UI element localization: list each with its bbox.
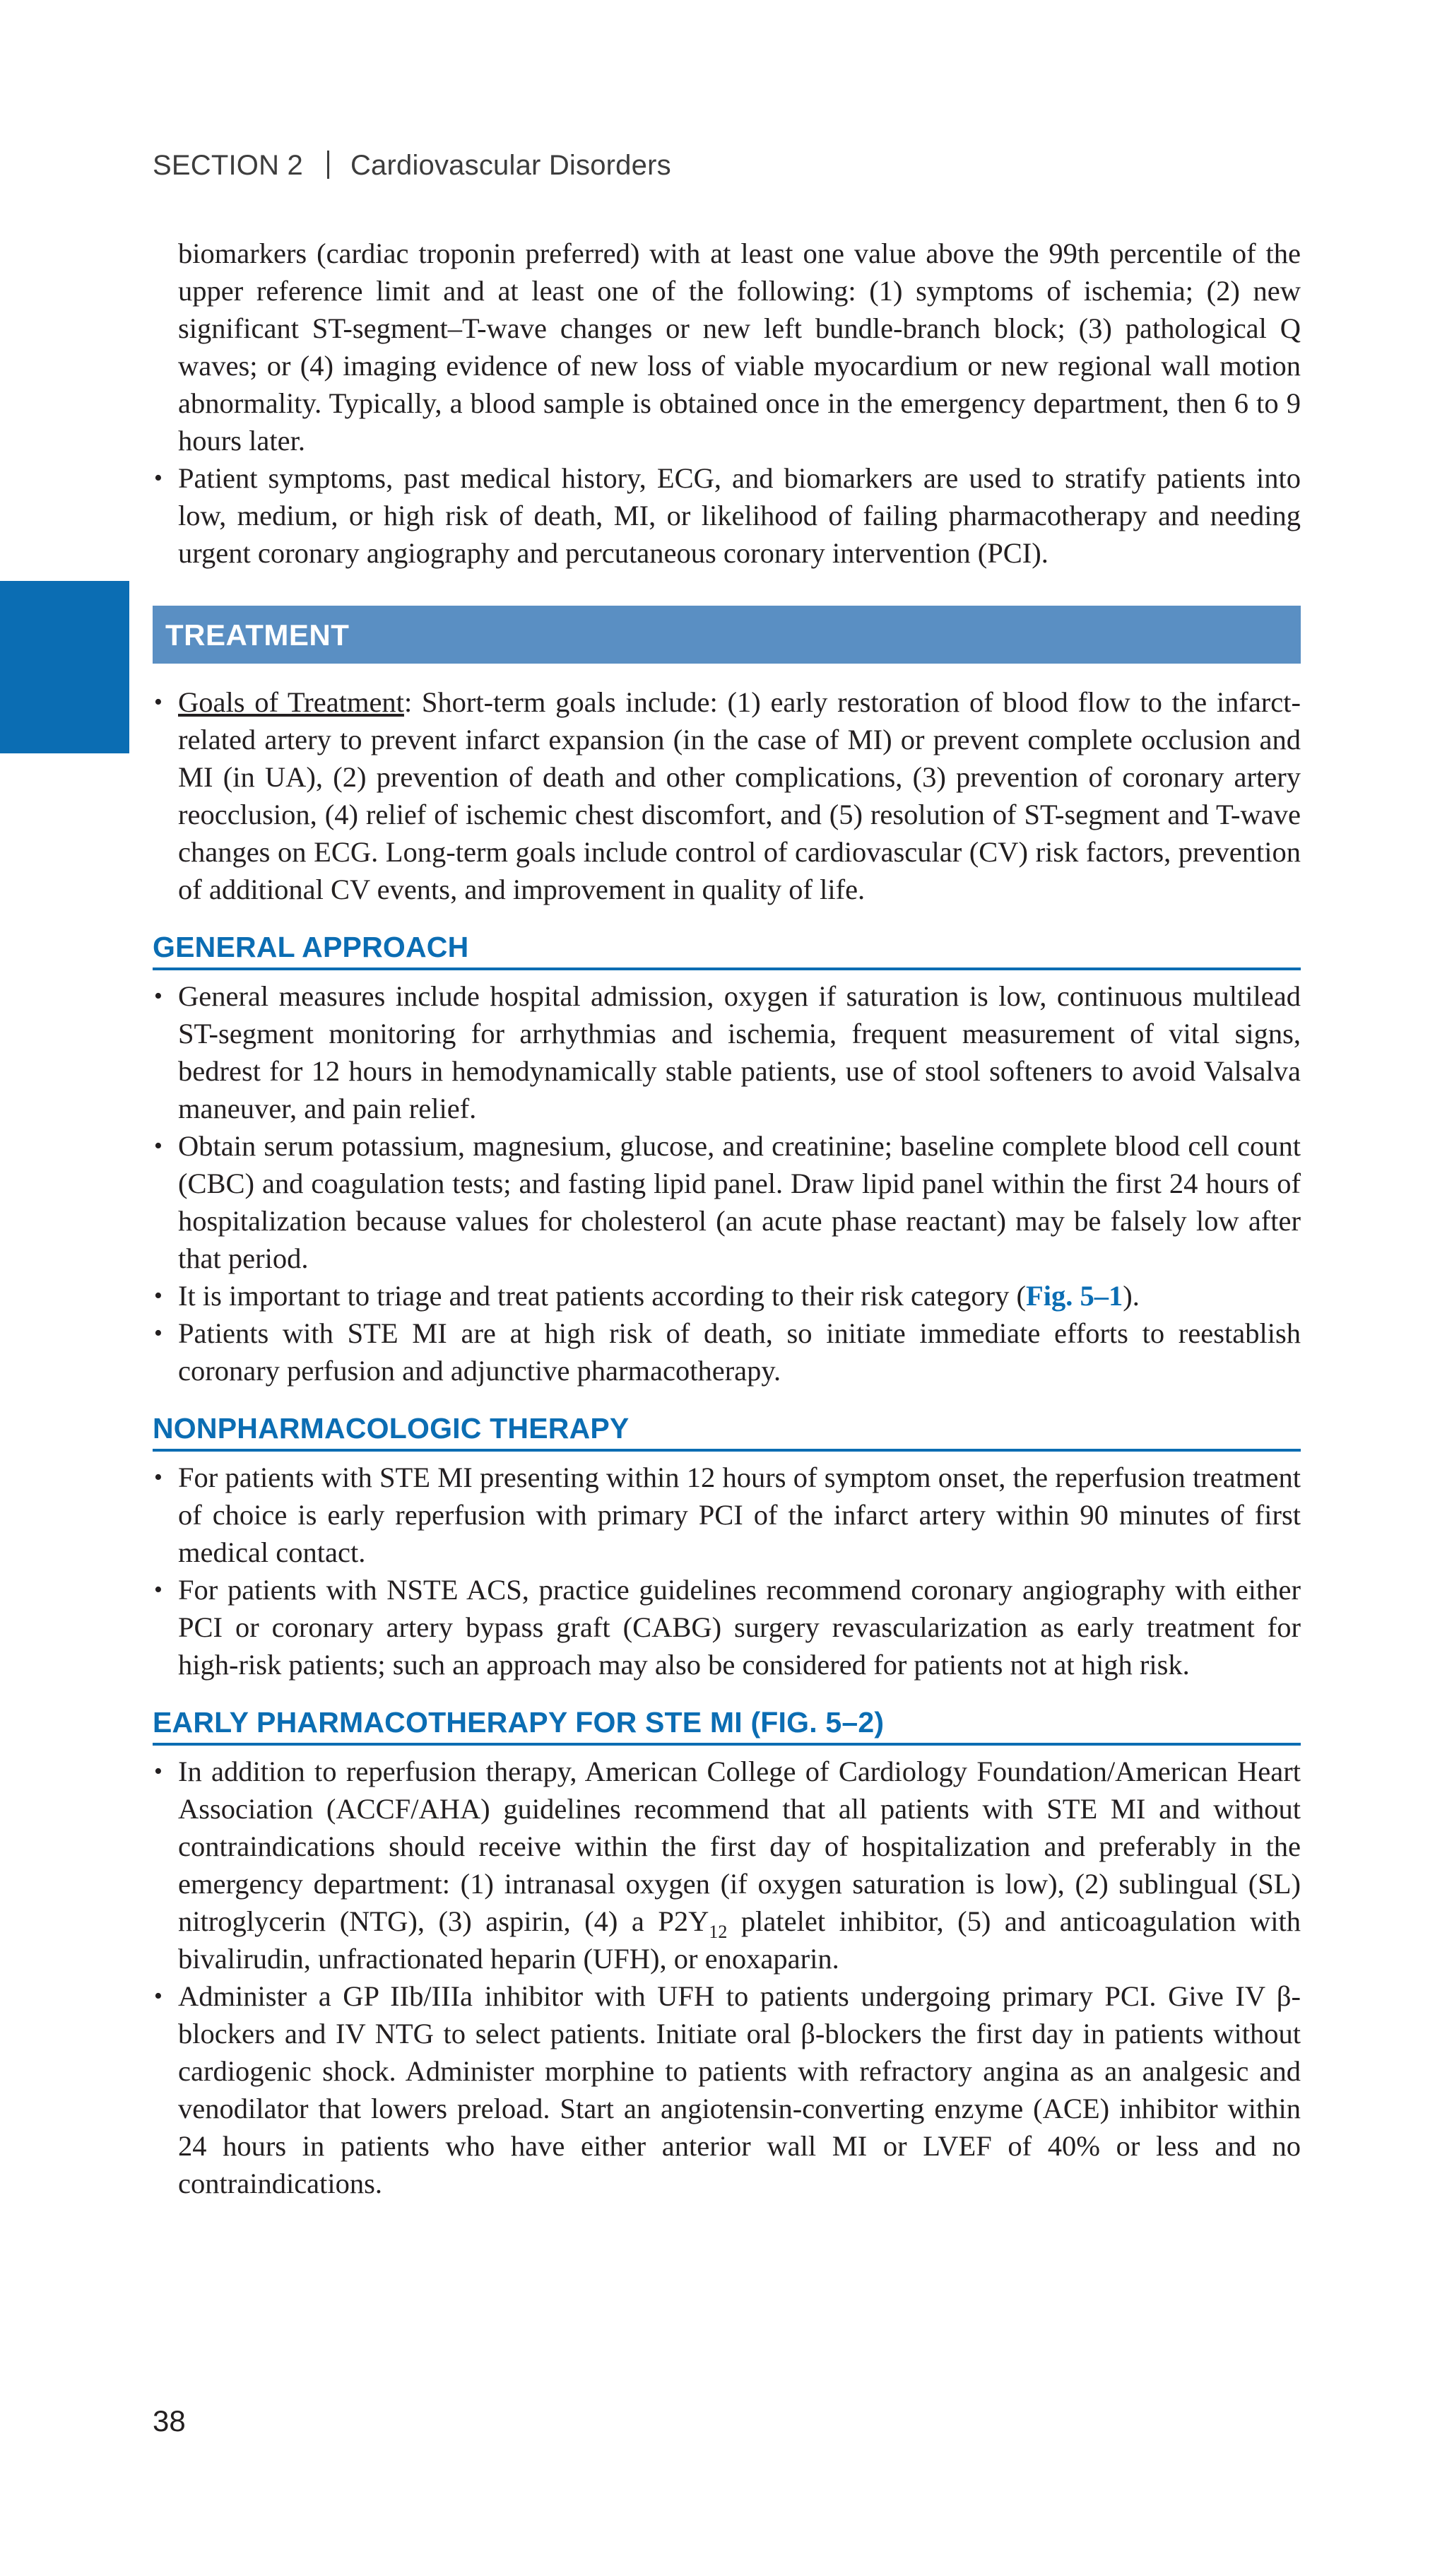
goals-bullet (153, 683, 1301, 908)
bullet-text: In addition to reperfusion therapy, American College of Cardiology Foundation/American Heart Association (ACCF/AHA) guidelines recommend that all patients with STE MI and without contraindications should receive within the first day of hospitalization and preferably in the emergency department: (1) intranasal oxygen (if oxygen saturation is low), (2) sublingual (SL) nitroglycerin (NTG), (3) aspirin, (4) a P2Y (178, 1755, 1301, 1937)
running-header (153, 150, 671, 182)
general-bullet-triage (153, 1277, 1301, 1315)
general-bullet-labs (153, 1127, 1301, 1277)
general-bullet-stemi (153, 1315, 1301, 1389)
bullet-text-end: ). (1123, 1280, 1140, 1312)
bullet-icon: • (154, 1577, 163, 1603)
bullet-icon: • (154, 1133, 163, 1159)
nonpharm-bullet-nste (153, 1571, 1301, 1683)
bullet-text-end: platelet inhibitor, (5) and anticoagulation with bivalirudin, unfractionated heparin (UFH), or enoxaparin. (178, 1905, 1301, 1975)
bullet-text: Obtain serum potassium, magnesium, glucose, and creatinine; baseline complete blood cell count (CBC) and coagulation tests; and fasting lipid panel. Draw lipid panel within the first 24 hours of hospitalization because values for cholesterol (an acute phase reactant) may be falsely low after that period. (178, 1130, 1301, 1274)
bullet-text: Administer a GP IIb/IIIa inhibitor with UFH to patients undergoing primary PCI. Give IV β-blockers and IV NTG to select patients. Initiate oral β-blockers the first day in patients without cardiogenic shock. Administer morphine to patients with refractory angina as an analgesic and venodilator that lowers preload. Start an angiotensin-converting enzyme (ACE) inhibitor within 24 hours in patients who have either anterior wall MI or LVEF of 40% or less and no contraindications. (178, 1980, 1301, 2199)
figure-link-5-1[interactable]: Fig. 5–1 (1025, 1280, 1123, 1312)
chapter-title: Cardiovascular Disorders (350, 150, 671, 181)
intro-continuation: biomarkers (cardiac troponin preferred) with at least one value above the 99th percentile of the upper reference limit and at least one of the following: (1) symptoms of ischemia; (2) new significant ST-segment–T-wave changes or new left bundle-branch block; (3) pathological Q waves; or (4) imaging evidence of new loss of viable myocardium or new regional wall motion abnormality. Typically, a blood sample is obtained once in the emergency department, then 6 to 9 hours later. (178, 237, 1301, 457)
nonpharm-bullet-stemi (153, 1459, 1301, 1571)
bullet-icon: • (154, 465, 163, 491)
bullet-icon: • (154, 1320, 163, 1346)
bullet-icon: • (154, 1283, 163, 1309)
chapter-side-tab (0, 581, 129, 753)
bullet-icon: • (154, 983, 163, 1009)
bullet-text: It is important to triage and treat patients according to their risk category ( (178, 1280, 1026, 1312)
header-divider (327, 151, 329, 179)
page-body (153, 235, 1301, 2202)
section-label: SECTION 2 (153, 150, 303, 181)
bullet-text: For patients with NSTE ACS, practice guidelines recommend coronary angiography with either PCI or coronary artery bypass graft (CABG) surgery revascularization as early treatment for high-risk patients; such an approach may also be considered for patients not at high risk. (178, 1574, 1301, 1681)
early-pharm-heading: EARLY PHARMACOTHERAPY FOR STE MI (FIG. 5–2) (153, 1703, 1301, 1746)
goals-label: Goals of Treatment (178, 686, 404, 718)
subscript: 12 (709, 1922, 728, 1942)
bullet-text: Patient symptoms, past medical history, ECG, and biomarkers are used to stratify patients into low, medium, or high risk of death, MI, or likelihood of failing pharmacotherapy and needing urgent coronary angiography and percutaneous coronary intervention (PCI). (178, 462, 1301, 569)
page-number: 38 (153, 2404, 186, 2437)
bullet-text: General measures include hospital admission, oxygen if saturation is low, continuous multilead ST-segment monitoring for arrhythmias and ischemia, frequent measurement of vital signs, bedrest for 12 hours in hemodynamically stable patients, use of stool softeners to avoid Valsalva maneuver, and pain relief. (178, 980, 1301, 1124)
general-bullet-measures (153, 977, 1301, 1127)
bullet-text: For patients with STE MI presenting within 12 hours of symptom onset, the reperfusion treatment of choice is early reperfusion with primary PCI of the infarct artery within 90 minutes of first medical contact. (178, 1462, 1301, 1568)
bullet-text: Patients with STE MI are at high risk of death, so initiate immediate efforts to reestablish coronary perfusion and adjunctive pharmacotherapy. (178, 1317, 1301, 1387)
early-pharm-bullet-guidelines (153, 1753, 1301, 1977)
general-approach-heading: GENERAL APPROACH (153, 928, 1301, 970)
bullet-icon: • (154, 1758, 163, 1784)
bullet-icon: • (154, 1983, 163, 2009)
treatment-heading: TREATMENT (153, 606, 1301, 664)
nonpharm-heading: NONPHARMACOLOGIC THERAPY (153, 1409, 1301, 1452)
bullet-icon: • (154, 689, 163, 715)
bullet-icon: • (154, 1464, 163, 1490)
early-pharm-bullet-administer (153, 1977, 1301, 2202)
intro-bullet-risk (153, 459, 1301, 572)
goals-text: : Short-term goals include: (1) early restoration of blood flow to the infarct-related artery to prevent infarct expansion (in the case of MI) or prevent complete occlusion and MI (in UA), (2) prevention of death and other complications, (3) prevention of coronary artery reocclusion, (4) relief of ischemic chest discomfort, and (5) resolution of ST-segment and T-wave changes on ECG. Long-term goals include control of cardiovascular (CV) risk factors, prevention of additional CV events, and improvement in quality of life. (178, 686, 1301, 905)
